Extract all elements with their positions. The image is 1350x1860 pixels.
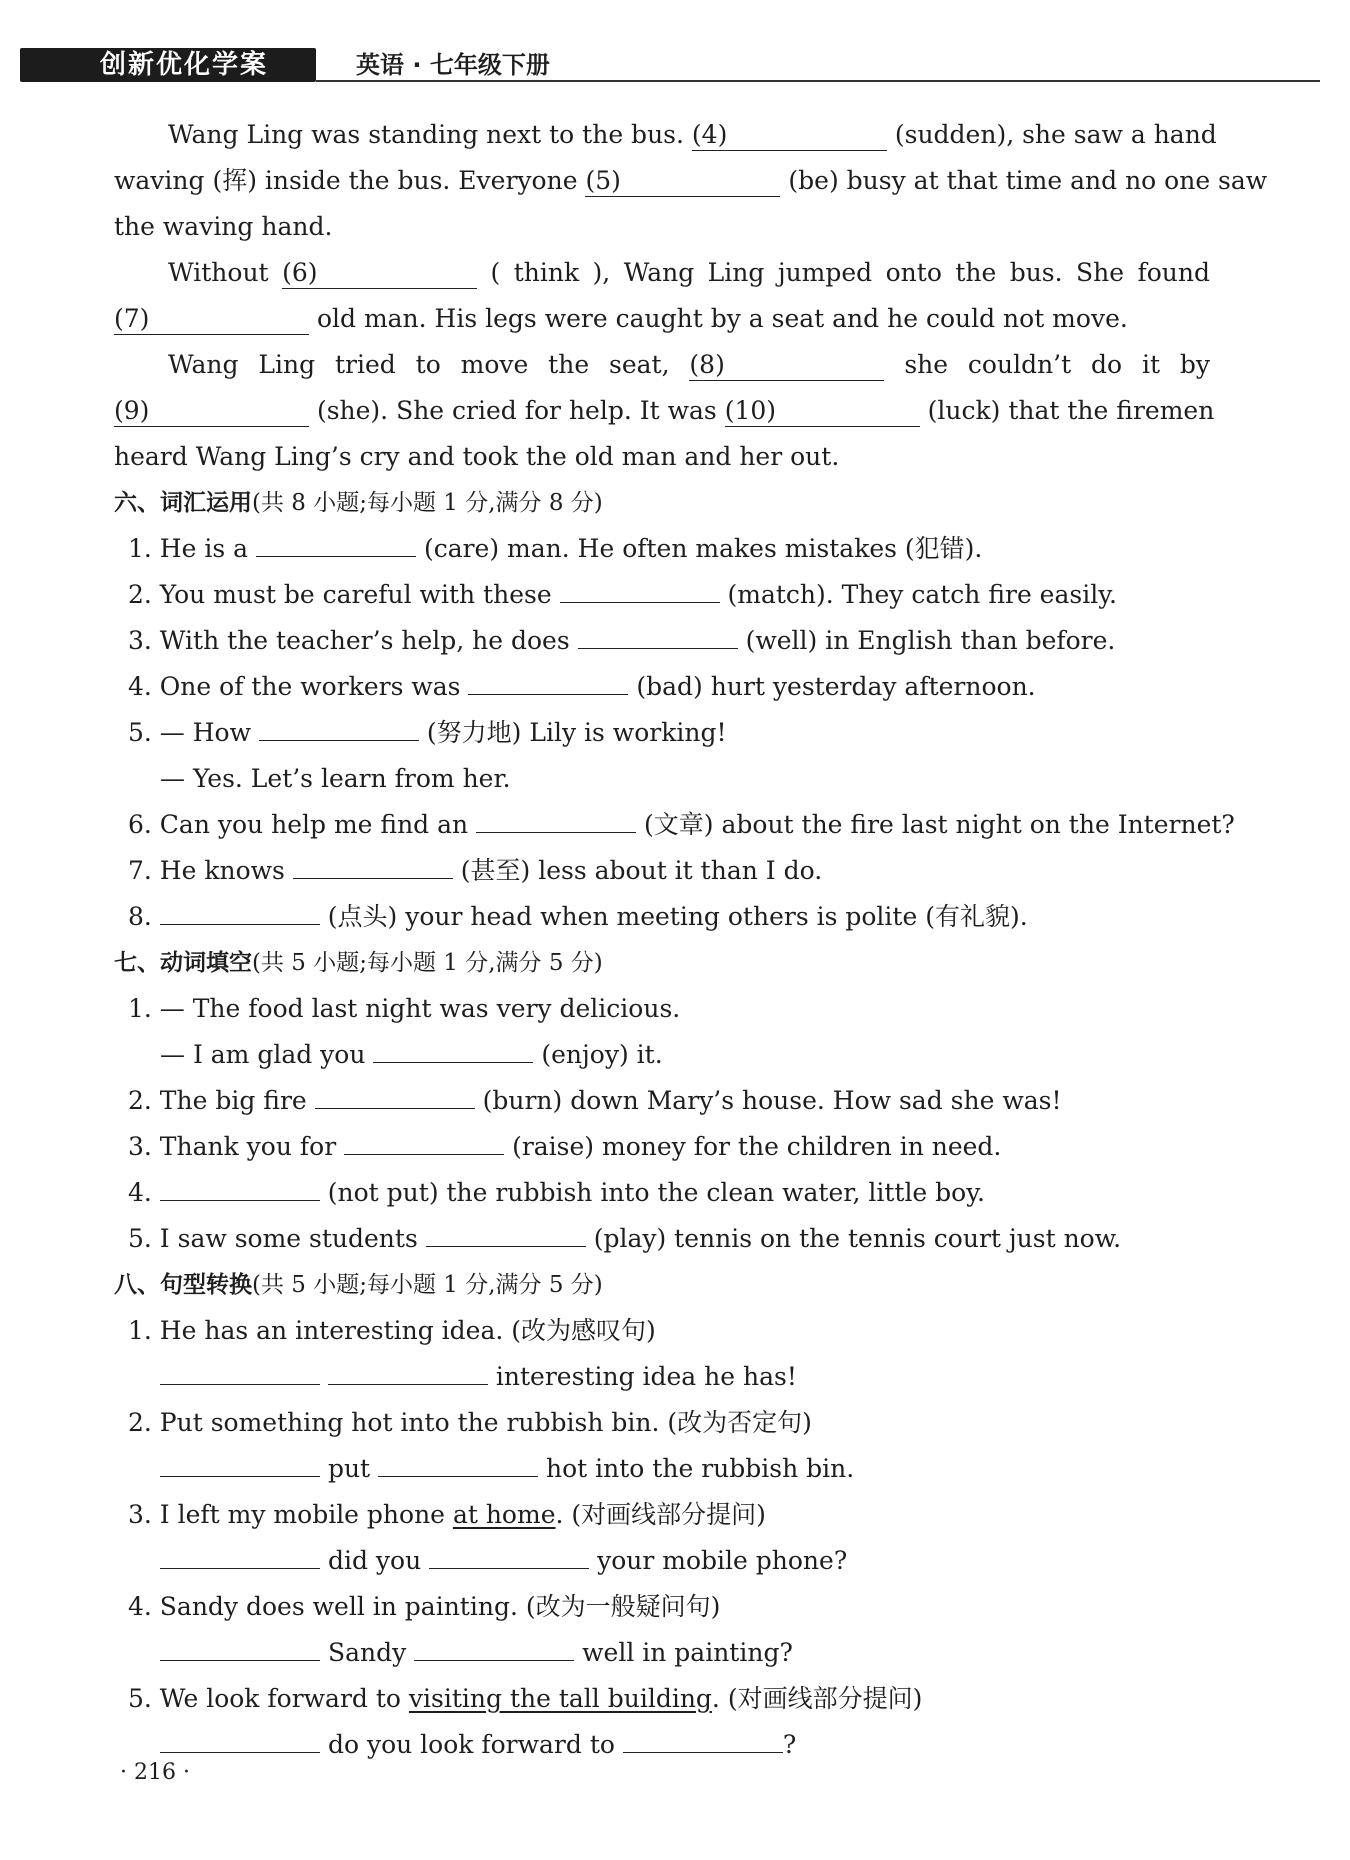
passage-text: Without [168,258,269,287]
section-title: 七、动词填空 [114,950,252,976]
section-note: (共 5 小题;每小题 1 分,满分 5 分) [252,1272,603,1298]
question-text: (care) man. He often makes mistakes (犯错). [423,534,983,563]
answer-blank[interactable] [373,1032,533,1063]
question-text: 6. Can you help me find an [128,810,469,839]
answer-blank[interactable] [160,1538,320,1569]
passage-text: (luck) that the firemen [927,396,1215,425]
question-text: 7. He knows [128,856,285,885]
underlined-phrase: visiting the tall building [408,1684,712,1713]
section-title: 八、句型转换 [114,1272,252,1298]
passage-line [114,250,1210,296]
passage-text: ( think ), Wang Ling jumped onto the bus. She found [490,258,1211,287]
brand-banner: 创新优化学案 [20,48,316,82]
passage-line [114,158,1268,204]
passage-text: (sudden), she saw a hand [894,120,1217,149]
question-text: 1. He has an interesting idea. (改为感叹句) [128,1316,656,1345]
header-divider [316,80,1320,82]
question-text: (文章) about the fire last night on the Internet? [644,810,1235,839]
question-item [114,1676,1210,1722]
question-text: 2. You must be careful with these [128,580,552,609]
section-heading-transform [114,1262,1210,1308]
answer-blank[interactable] [468,664,628,695]
passage-text: heard Wang Ling’s cry and took the old man and her out. [114,442,840,471]
question-text: 2. The big fire [128,1086,307,1115]
answer-blank[interactable] [623,1722,783,1753]
answer-blank[interactable] [315,1078,475,1109]
question-text: . (对画线部分提问) [711,1684,923,1713]
question-text: 2. Put something hot into the rubbish bin. (改为否定句) [128,1408,812,1437]
question-item [114,894,1210,940]
answer-blank-6[interactable] [282,258,477,289]
passage-line [114,388,1215,434]
answer-blank[interactable] [378,1446,538,1477]
section-heading-vocabulary [114,480,1210,526]
question-text: 8. [128,902,152,931]
question-text: (点头) your head when meeting others is polite (有礼貌). [327,902,1028,931]
section-note: (共 8 小题;每小题 1 分,满分 8 分) [252,490,603,516]
question-item [114,802,1235,848]
answer-blank[interactable] [426,1216,586,1247]
question-text: 1. — The food last night was very delicious. [128,994,681,1023]
question-item [114,848,1210,894]
answer-blank[interactable] [429,1538,589,1569]
page-number: · 216 · [120,1760,190,1785]
section-note: (共 5 小题;每小题 1 分,满分 5 分) [252,950,603,976]
answer-blank[interactable] [293,848,453,879]
question-text: — Yes. Let’s learn from her. [160,764,511,793]
answer-blank-9[interactable] [114,396,309,427]
answer-blank-4[interactable] [692,120,887,151]
blank-number: (8) [689,350,725,379]
blank-number: (6) [282,258,318,287]
question-text: — I am glad you [160,1040,366,1069]
section-heading-verbs [114,940,1210,986]
answer-blank[interactable] [560,572,720,603]
question-text: 3. Thank you for [128,1132,337,1161]
question-text: 5. — How [128,718,251,747]
passage-text: Wang Ling tried to move the seat, [168,350,670,379]
question-text: (well) in English than before. [745,626,1116,655]
answer-blank-7[interactable] [114,304,309,335]
blank-number: (5) [585,166,621,195]
answer-blank-5[interactable] [585,166,780,197]
question-item [114,1216,1210,1262]
answer-line [114,1538,1210,1584]
worksheet-content [114,112,1268,1768]
passage-text: waving (挥) inside the bus. Everyone [114,166,578,195]
question-text: 3. With the teacher’s help, he does [128,626,570,655]
question-text: do you look forward to [327,1730,615,1759]
question-text: well in painting? [582,1638,793,1667]
question-item [114,1078,1210,1124]
answer-line [114,1354,1210,1400]
answer-blank[interactable] [344,1124,504,1155]
question-item [114,1308,1210,1354]
question-item [114,1170,1210,1216]
answer-blank[interactable] [160,1446,320,1477]
question-item [114,664,1210,710]
answer-blank[interactable] [256,526,416,557]
question-text: (burn) down Mary’s house. How sad she was! [482,1086,1062,1115]
answer-blank-10[interactable] [725,396,920,427]
answer-blank[interactable] [414,1630,574,1661]
question-text: 4. [128,1178,152,1207]
answer-blank[interactable] [160,1170,320,1201]
question-text: (not put) the rubbish into the clean water, little boy. [327,1178,985,1207]
answer-blank[interactable] [578,618,738,649]
passage-text: old man. His legs were caught by a seat and he could not move. [316,304,1128,333]
question-text: (努力地) Lily is working! [426,718,727,747]
answer-blank[interactable] [160,1630,320,1661]
question-text: (bad) hurt yesterday afternoon. [636,672,1036,701]
question-text: 5. We look forward to [128,1684,401,1713]
question-text: 5. I saw some students [128,1224,418,1253]
question-text: 1. He is a [128,534,249,563]
answer-blank[interactable] [160,894,320,925]
question-item [114,1400,1210,1446]
blank-number: (4) [691,120,728,149]
question-text: hot into the rubbish bin. [546,1454,855,1483]
underlined-phrase: at home [452,1500,556,1529]
question-item [114,986,1210,1032]
answer-blank-8[interactable] [689,350,884,381]
question-text: interesting idea he has! [495,1362,797,1391]
passage-text: Wang Ling was standing next to the bus. [168,120,684,149]
answer-blank[interactable] [160,1354,320,1385]
passage-text: the waving hand. [114,212,333,241]
question-text: (match). They catch fire easily. [727,580,1117,609]
question-text: ? [782,1730,797,1759]
passage-text: (she). She cried for help. It was [316,396,717,425]
question-item [114,526,1210,572]
question-text: did you [327,1546,422,1575]
blank-number: (7) [114,304,150,333]
blank-number: (9) [114,396,150,425]
question-text: (play) tennis on the tennis court just now. [593,1224,1122,1253]
question-text: (enjoy) it. [541,1040,663,1069]
question-item [114,1584,1210,1630]
passage-line [114,112,1217,158]
section-title: 六、词汇运用 [114,490,252,516]
page-header [20,44,1320,84]
question-item [114,1492,1210,1538]
passage-text: (be) busy at that time and no one saw [788,166,1268,195]
answer-blank[interactable] [476,802,636,833]
question-text: your mobile phone? [597,1546,848,1575]
question-text: (raise) money for the children in need. [512,1132,1002,1161]
passage-text: she couldn’t do it by [904,350,1211,379]
passage-line [114,204,1210,250]
answer-blank[interactable] [328,1354,488,1385]
passage-line [114,434,1210,480]
question-item [114,756,1210,802]
blank-number: (10) [724,396,777,425]
question-text: 4. One of the workers was [128,672,461,701]
answer-line [114,1446,1210,1492]
question-text: 4. Sandy does well in painting. (改为一般疑问句) [128,1592,721,1621]
question-item [114,572,1210,618]
question-item [114,1032,1210,1078]
question-text: Sandy [327,1638,407,1667]
question-item [114,710,1210,756]
question-text: put [327,1454,371,1483]
question-text: 3. I left my mobile phone [128,1500,445,1529]
question-item [114,1124,1210,1170]
answer-blank[interactable] [259,710,419,741]
passage-line [114,342,1210,388]
answer-line [114,1722,1210,1768]
question-item [114,618,1210,664]
question-text: . (对画线部分提问) [555,1500,766,1529]
passage-line [114,296,1210,342]
question-text: (甚至) less about it than I do. [460,856,823,885]
answer-line [114,1630,1210,1676]
subject-title: 英语 · 七年级下册 [356,51,550,79]
answer-blank[interactable] [160,1722,320,1753]
